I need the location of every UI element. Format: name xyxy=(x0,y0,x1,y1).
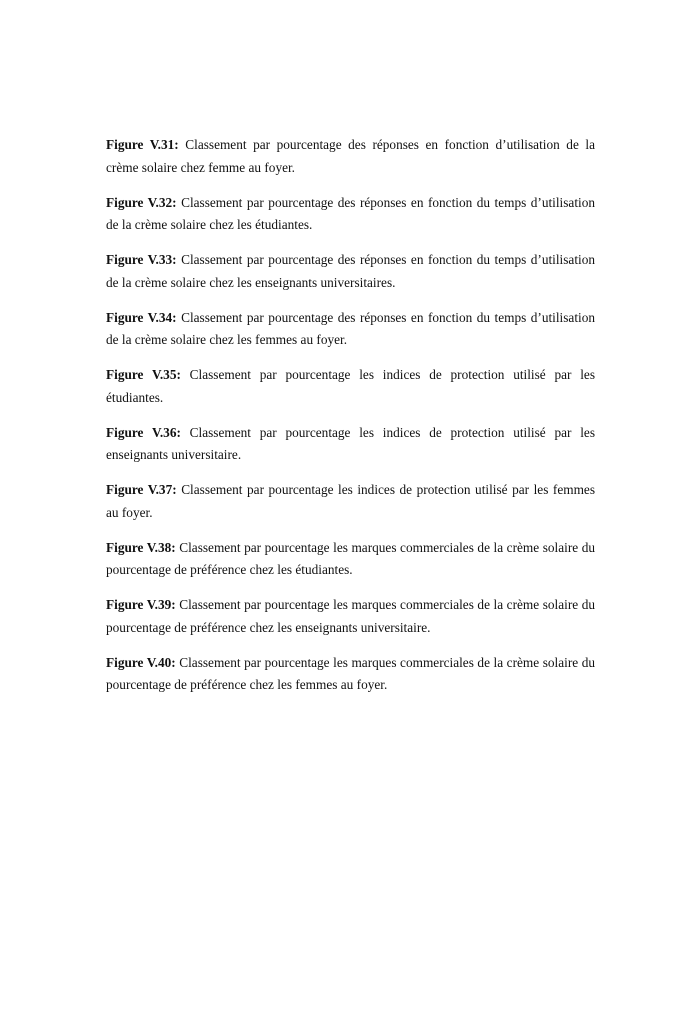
figure-entry-v38 xyxy=(106,537,595,582)
figure-label: Figure V.35: xyxy=(106,367,181,382)
figure-entry-v39 xyxy=(106,594,595,639)
figure-entry-v35 xyxy=(106,364,595,409)
figure-caption: Classement par pourcentage des réponses en fonction du temps d’utilisation de la crème solaire chez les enseignants universitaires. xyxy=(106,252,596,290)
figure-label: Figure V.34: xyxy=(106,309,177,325)
figure-entry-v31 xyxy=(106,134,595,179)
figure-label: Figure V.33: xyxy=(106,252,177,267)
figure-label: Figure V.39: xyxy=(106,597,176,612)
figure-entry-v37 xyxy=(106,479,595,524)
figure-caption: Classement par pourcentage des réponses en fonction d’utilisation de la crème solaire chez femme au foyer. xyxy=(106,137,596,175)
figure-label: Figure V.36: xyxy=(106,424,181,440)
figure-caption: Classement par pourcentage les indices de protection utilisé par les femmes au foyer. xyxy=(106,482,595,520)
figure-entry-v33 xyxy=(106,249,595,294)
figure-caption: Classement par pourcentage les marques commerciales de la crème solaire du pourcentage de préférence chez les étudiantes. xyxy=(106,539,595,577)
figure-entry-v36 xyxy=(106,422,595,467)
figure-label: Figure V.37: xyxy=(106,482,177,497)
figure-caption: Classement par pourcentage les marques commerciales de la crème solaire du pourcentage de préférence chez les enseignants universitaire. xyxy=(106,597,595,635)
figure-caption: Classement par pourcentage les marques commerciales de la crème solaire du pourcentage de préférence chez les femmes au foyer. xyxy=(106,654,595,692)
figure-caption: Classement par pourcentage des réponses en fonction du temps d’utilisation de la crème solaire chez les étudiantes. xyxy=(106,194,596,232)
figure-entry-v34 xyxy=(106,307,595,352)
figure-caption: Classement par pourcentage les indices de protection utilisé par les enseignants universitaire. xyxy=(106,424,595,462)
figure-label: Figure V.38: xyxy=(106,539,176,555)
figure-entry-v40 xyxy=(106,652,595,697)
figure-caption: Classement par pourcentage les indices de protection utilisé par les étudiantes. xyxy=(106,367,595,405)
figure-caption: Classement par pourcentage des réponses en fonction du temps d’utilisation de la crème solaire chez les femmes au foyer. xyxy=(106,309,596,347)
figure-label: Figure V.31: xyxy=(106,137,179,152)
figure-label: Figure V.32: xyxy=(106,194,177,210)
figure-entry-v32 xyxy=(106,192,595,237)
list-of-figures xyxy=(106,134,595,709)
figure-label: Figure V.40: xyxy=(106,654,176,670)
